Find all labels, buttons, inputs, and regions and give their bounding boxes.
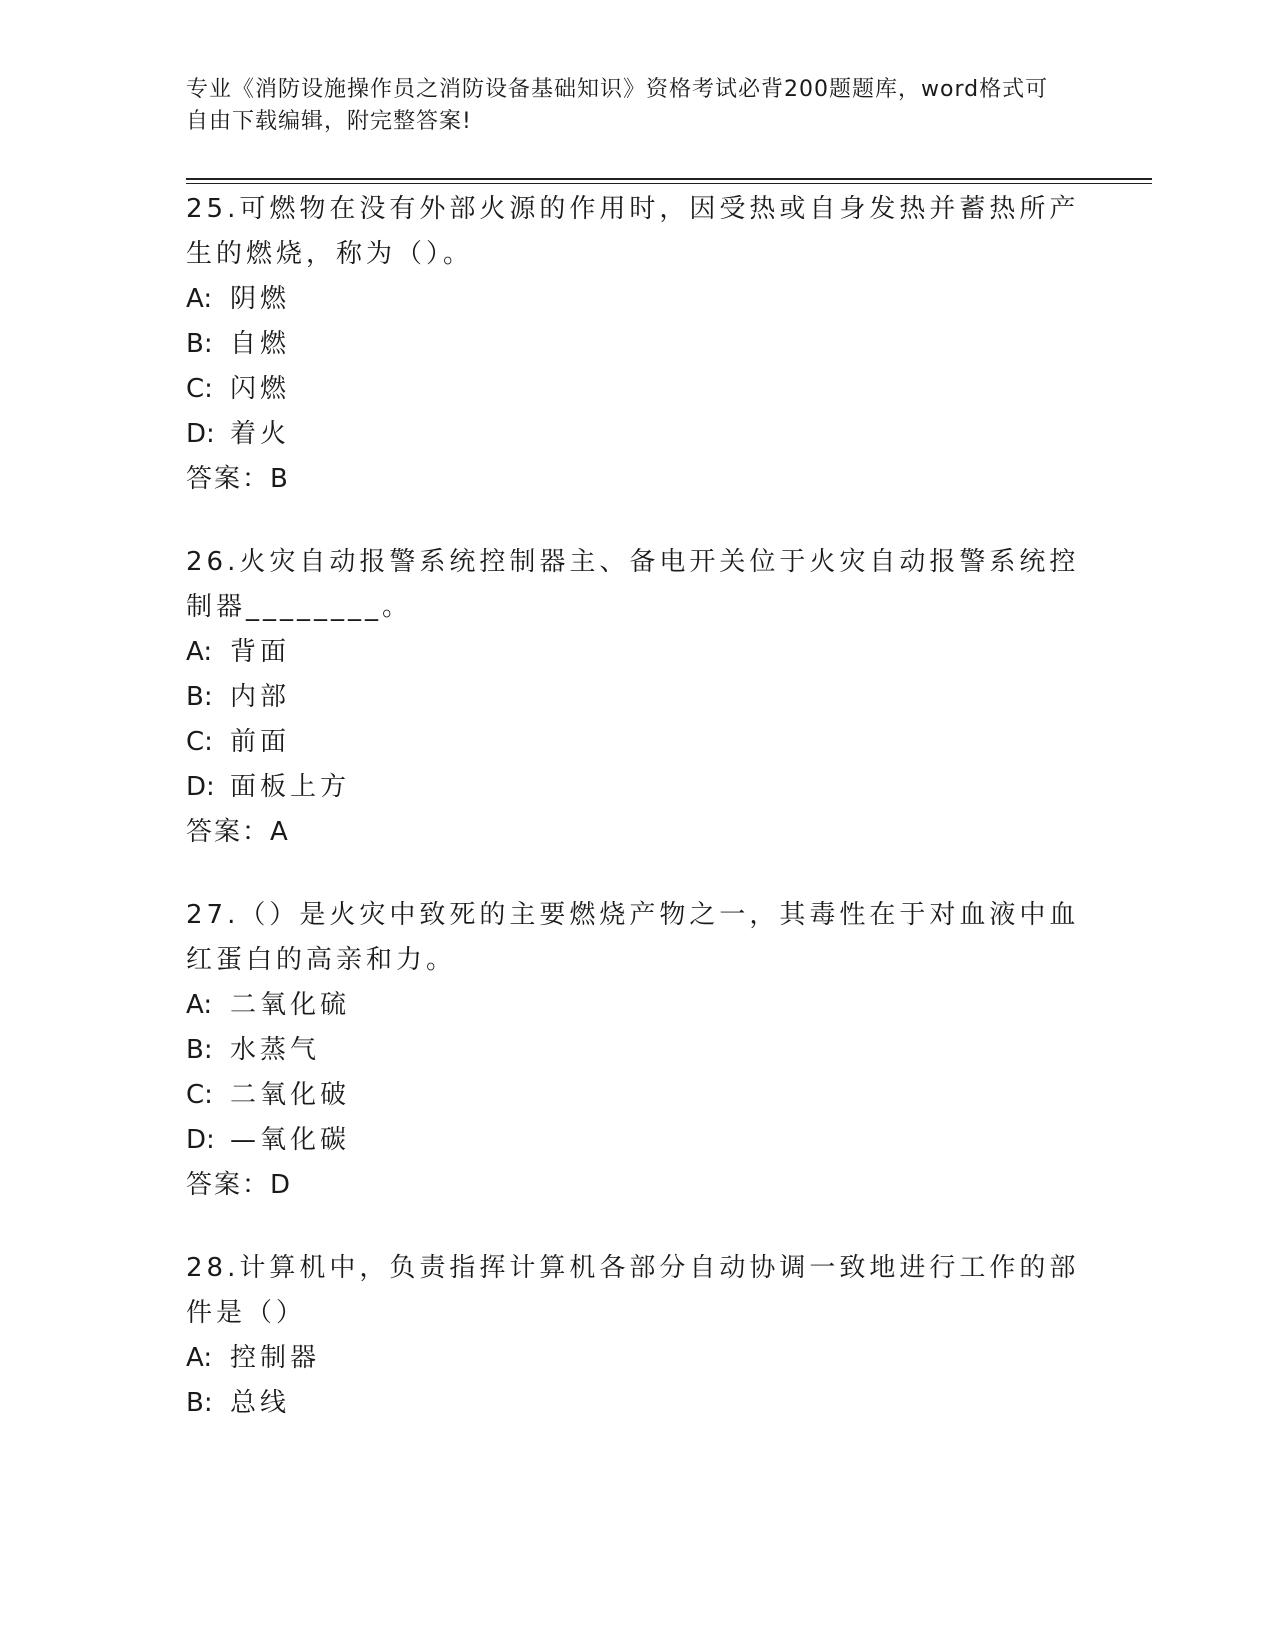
option-letter: C: bbox=[186, 727, 213, 757]
option-b bbox=[186, 1028, 1086, 1073]
option-text: 闪燃 bbox=[230, 374, 291, 404]
option-a bbox=[186, 277, 1086, 322]
option-letter: D: bbox=[186, 1125, 215, 1155]
option-letter: A: bbox=[186, 1343, 213, 1373]
question-list bbox=[186, 187, 1086, 1464]
option-text: —氧化碳 bbox=[230, 1125, 351, 1155]
option-a bbox=[186, 983, 1086, 1028]
question-26 bbox=[186, 540, 1086, 855]
option-letter: B: bbox=[186, 1388, 213, 1418]
option-letter: C: bbox=[186, 1080, 213, 1110]
option-letter: B: bbox=[186, 329, 213, 359]
option-text: 面板上方 bbox=[230, 772, 351, 802]
option-c bbox=[186, 1073, 1086, 1118]
option-text: 自燃 bbox=[230, 329, 291, 359]
option-a bbox=[186, 630, 1086, 675]
question-27 bbox=[186, 893, 1086, 1208]
answer-line: 答案：B bbox=[186, 464, 290, 494]
question-28 bbox=[186, 1246, 1086, 1426]
option-d bbox=[186, 412, 1086, 457]
option-text: 阴燃 bbox=[230, 284, 291, 314]
option-letter: D: bbox=[186, 419, 215, 449]
option-d bbox=[186, 765, 1086, 810]
option-b bbox=[186, 1381, 1086, 1426]
option-text: 控制器 bbox=[230, 1343, 321, 1373]
option-c bbox=[186, 720, 1086, 765]
option-letter: B: bbox=[186, 682, 213, 712]
option-text: 总线 bbox=[230, 1388, 291, 1418]
option-letter: A: bbox=[186, 990, 213, 1020]
option-c bbox=[186, 367, 1086, 412]
option-text: 内部 bbox=[230, 682, 291, 712]
option-letter: A: bbox=[186, 637, 213, 667]
question-25 bbox=[186, 187, 1086, 502]
option-text: 着火 bbox=[230, 419, 291, 449]
option-b bbox=[186, 322, 1086, 367]
option-text: 背面 bbox=[230, 637, 291, 667]
header-rule-thin bbox=[186, 183, 1152, 184]
question-stem: 25.可燃物在没有外部火源的作用时，因受热或自身发热并蓄热所产生的燃烧，称为（）。 bbox=[186, 194, 1080, 269]
option-a bbox=[186, 1336, 1086, 1381]
answer-line: 答案：D bbox=[186, 1170, 293, 1200]
option-text: 二氧化硫 bbox=[230, 990, 351, 1020]
option-letter: D: bbox=[186, 772, 215, 802]
option-letter: A: bbox=[186, 284, 213, 314]
option-d bbox=[186, 1118, 1086, 1163]
question-stem: 28.计算机中，负责指挥计算机各部分自动协调一致地进行工作的部件是（） bbox=[186, 1253, 1080, 1328]
question-stem: 27.（）是火灾中致死的主要燃烧产物之一，其毒性在于对血液中血红蛋白的高亲和力。 bbox=[186, 900, 1080, 975]
option-letter: C: bbox=[186, 374, 213, 404]
option-text: 前面 bbox=[230, 727, 291, 757]
question-stem: 26.火灾自动报警系统控制器主、备电开关位于火灾自动报警系统控制器________。 bbox=[186, 547, 1080, 622]
document-header: 专业《消防设施操作员之消防设备基础知识》资格考试必背200题题库，word格式可自由下载编辑，附完整答案! bbox=[186, 77, 1049, 134]
option-b bbox=[186, 675, 1086, 720]
answer-line: 答案：A bbox=[186, 817, 290, 847]
header-rule-thick bbox=[186, 178, 1152, 180]
option-text: 水蒸气 bbox=[230, 1035, 321, 1065]
option-letter: B: bbox=[186, 1035, 213, 1065]
option-text: 二氧化破 bbox=[230, 1080, 351, 1110]
